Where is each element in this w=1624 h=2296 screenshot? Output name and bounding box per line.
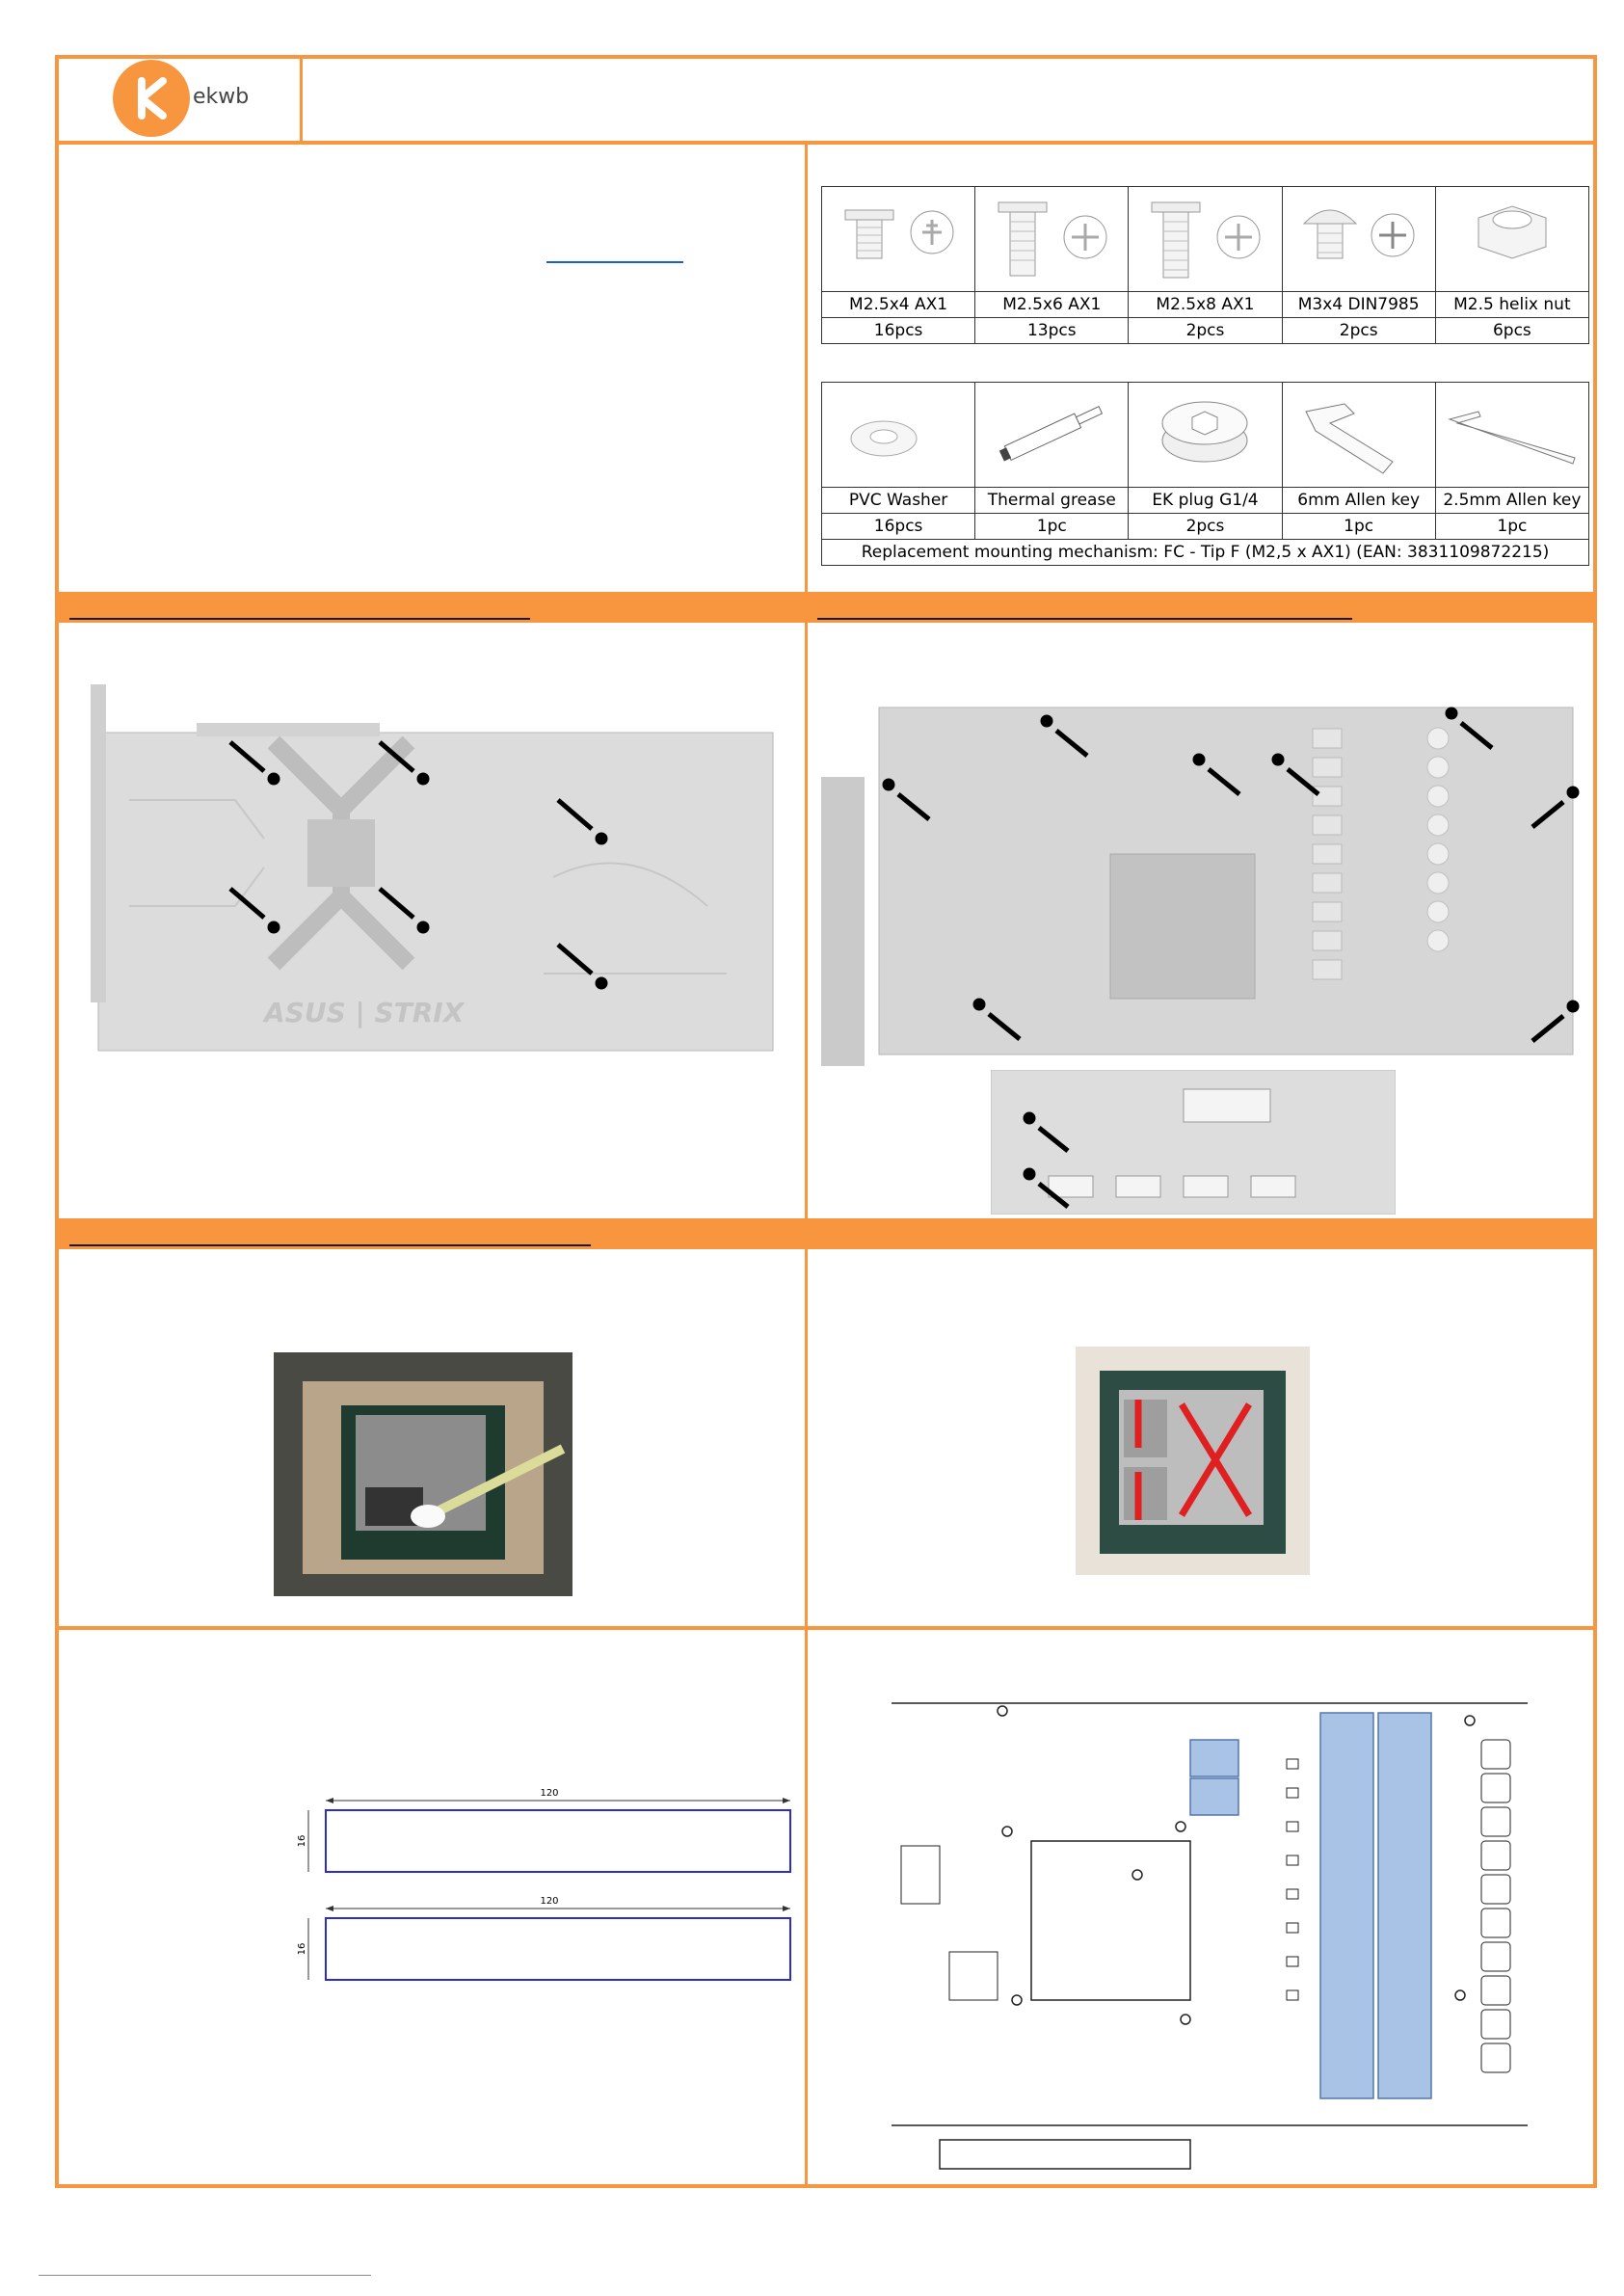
pad-height-label: 16 [297,1942,307,1956]
part-qty: 16pcs [822,318,975,344]
screw-m25x4-image [822,187,975,292]
pad-length-label: 120 [540,1896,559,1907]
allen-key-25mm-image [1435,383,1588,488]
header-divider [300,55,303,144]
part-name: 2.5mm Allen key [1435,488,1588,514]
part-qty: 1pc [975,514,1129,540]
pad-length-label: 120 [540,1788,559,1799]
gpu-core-cross-photo [1076,1347,1310,1575]
section-heading-underline [817,618,1352,620]
part-name: EK plug G1/4 [1129,488,1282,514]
pvc-washer-image [822,383,975,488]
io-bracket-photo [991,1070,1396,1215]
screw-m25x6-image [975,187,1129,292]
ek-plug-image [1129,383,1282,488]
part-name: M3x4 DIN7985 [1282,292,1435,318]
screw-m25x8-image [1129,187,1282,292]
part-name: M2.5x6 AX1 [975,292,1129,318]
pcb-pad-placement-drawing [892,1701,1528,2174]
part-qty: 6pcs [1435,318,1588,344]
card-brand-print: ASUS | STRIX [264,997,465,1028]
thermal-pad-drawing [280,1783,805,1986]
footer-rule [39,2275,371,2276]
column-divider [805,143,808,2186]
section-heading-underline [69,1244,591,1246]
part-qty: 2pcs [1282,318,1435,344]
logo-wordmark: ekwb [193,85,250,109]
thermal-pad-areas [1190,1713,1431,2098]
parts-table-2 [821,382,1589,566]
section-line-3 [55,1626,1597,1630]
part-name: M2.5x4 AX1 [822,292,975,318]
part-name: PVC Washer [822,488,975,514]
part-qty: 13pcs [975,318,1129,344]
pad-height-label: 16 [297,1834,307,1848]
part-qty: 2pcs [1129,514,1282,540]
replacement-mechanism-text: Replacement mounting mechanism: FC - Tip F (M2,5 x AX1) (EAN: 3831109872215) [822,540,1589,566]
link-underline[interactable] [546,261,683,263]
part-name: M2.5x8 AX1 [1129,292,1282,318]
part-qty: 1pc [1282,514,1435,540]
thermal-grease-image [975,383,1129,488]
part-qty: 16pcs [822,514,975,540]
card-front-photo [821,700,1592,1114]
part-name: 6mm Allen key [1282,488,1435,514]
header-bottom-line [55,141,1597,145]
part-name: M2.5 helix nut [1435,292,1588,318]
part-name: Thermal grease [975,488,1129,514]
helix-nut-image [1435,187,1588,292]
part-qty: 2pcs [1129,318,1282,344]
screw-m3x4-image [1282,187,1435,292]
parts-table [821,186,1589,344]
gpu-cleaning-photo [274,1352,572,1596]
part-qty: 1pc [1435,514,1588,540]
allen-key-6mm-image [1282,383,1435,488]
section-heading-underline [69,618,530,620]
card-backplate-photo [91,684,804,1055]
ekwb-logo-icon [113,60,190,137]
